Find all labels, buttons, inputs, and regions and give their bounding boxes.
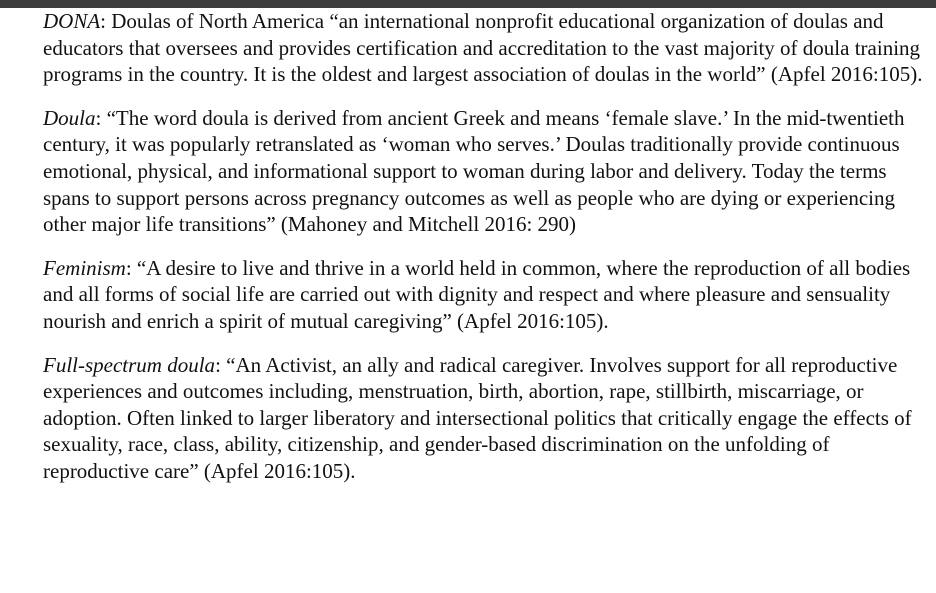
glossary-definition: : Doulas of North America “an international nonprofit educational organization of doulas and educators that oversees and provides certification and accreditation to the vast majority of doula training programs in the country. It is the oldest and largest association of doulas in the world” (Apfel 2016:105). — [43, 9, 923, 87]
glossary-entry-doula — [43, 105, 923, 238]
glossary-term: Feminism — [43, 255, 126, 280]
glossary-term: Full-spectrum doula — [43, 352, 216, 377]
glossary-term: Doula — [43, 105, 96, 130]
glossary-term: DONA — [43, 9, 101, 33]
glossary-definition: : “The word doula is derived from ancient Greek and means ‘female slave.’ In the mid-twentieth century, it was popularly retranslated as ‘woman who serves.’ Doulas traditionally provide continuous emotional, physical, and informational support to woman during labor and delivery. Today the terms spans to support persons across pregnancy outcomes as well as people who are dying or experiencing other major life transitions” (Mahoney and Mitchell 2016: 290) — [43, 105, 905, 237]
glossary-entry-feminism — [43, 255, 923, 335]
glossary-document — [43, 8, 923, 502]
glossary-definition: : “A desire to live and thrive in a world held in common, where the reproduction of all bodies and all forms of social life are carried out with dignity and respect and where pleasure and sensuality nourish and enrich a spirit of mutual caregiving” (Apfel 2016:105). — [43, 255, 911, 333]
glossary-entry-dona — [43, 8, 923, 88]
glossary-definition: : “An Activist, an ally and radical caregiver. Involves support for all reproductive experiences and outcomes including, menstruation, birth, abortion, rape, stillbirth, miscarriage, or adoption. Often linked to larger liberatory and intersectional politics that critically engage the effects of sexuality, race, class, ability, citizenship, and gender-based discrimination on the unfolding of reproductive care” (Apfel 2016:105). — [43, 352, 912, 483]
glossary-entry-full-spectrum-doula — [43, 352, 923, 485]
window-top-bar — [0, 0, 936, 8]
